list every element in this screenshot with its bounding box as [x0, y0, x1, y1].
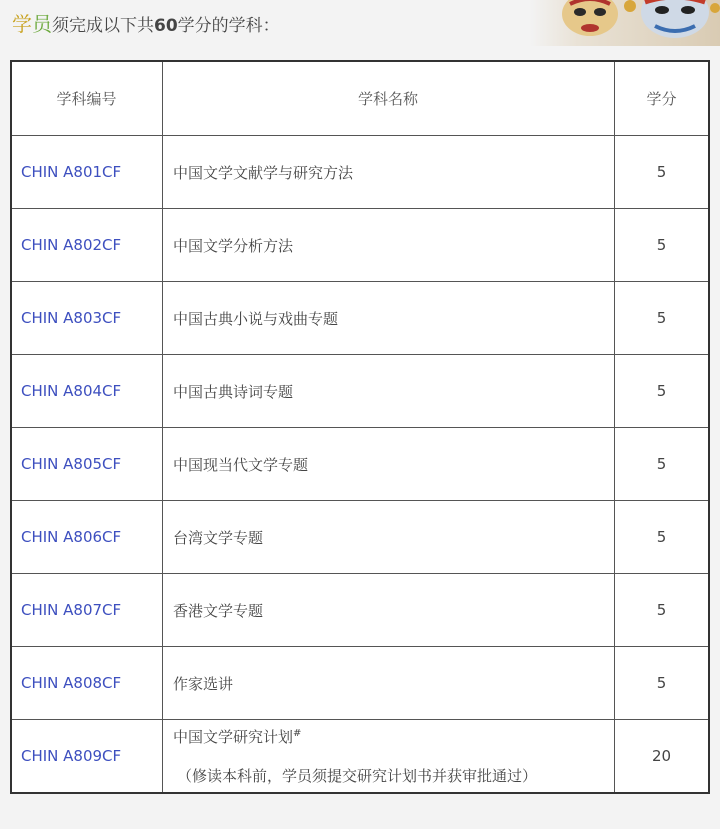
table-row — [11, 428, 709, 501]
course-name: 香港文学专题 — [163, 574, 615, 647]
course-credits: 5 — [615, 209, 710, 282]
course-name: 中国文学文献学与研究方法 — [163, 136, 615, 209]
heading-credit-total: 60 — [154, 16, 178, 36]
course-note: （修读本科前，学员须提交研究计划书并获审批通过） — [177, 767, 538, 785]
course-name: 中国现当代文学专题 — [163, 428, 615, 501]
header-course-code: 学科编号 — [11, 61, 163, 136]
course-credits: 5 — [615, 647, 710, 720]
footnote-mark: # — [293, 728, 302, 739]
course-credits: 5 — [615, 501, 710, 574]
page-heading — [12, 8, 280, 37]
course-name: 中国文学分析方法 — [163, 209, 615, 282]
course-code-link[interactable]: CHIN A809CF — [11, 720, 163, 794]
masks-illustration-icon — [530, 0, 720, 46]
course-code-link[interactable]: CHIN A806CF — [11, 501, 163, 574]
course-name: 作家选讲 — [163, 647, 615, 720]
course-name: 中国古典诗词专题 — [163, 355, 615, 428]
table-row — [11, 136, 709, 209]
table-row — [11, 355, 709, 428]
heading-text-post: 学分的学科： — [177, 16, 280, 36]
course-code-link[interactable]: CHIN A802CF — [11, 209, 163, 282]
course-code-link[interactable]: CHIN A804CF — [11, 355, 163, 428]
header-course-name: 学科名称 — [163, 61, 615, 136]
course-credits: 5 — [615, 282, 710, 355]
course-credits: 5 — [615, 136, 710, 209]
table-row — [11, 282, 709, 355]
table-row — [11, 501, 709, 574]
course-name: 中国文学研究计划 — [173, 728, 294, 746]
course-credits: 5 — [615, 574, 710, 647]
course-name: 中国古典小说与戏曲专题 — [163, 282, 615, 355]
heading-char-yuan: 员 — [32, 12, 52, 36]
course-credits: 5 — [615, 428, 710, 501]
course-code-link[interactable]: CHIN A808CF — [11, 647, 163, 720]
table-row — [11, 647, 709, 720]
course-code-link[interactable]: CHIN A805CF — [11, 428, 163, 501]
table-row — [11, 209, 709, 282]
course-table — [10, 60, 710, 794]
course-code-link[interactable]: CHIN A807CF — [11, 574, 163, 647]
course-name: 台湾文学专题 — [163, 501, 615, 574]
table-header-row — [11, 61, 709, 136]
course-credits: 20 — [615, 720, 710, 794]
heading-text-pre: 须完成以下共 — [52, 16, 154, 36]
course-code-link[interactable]: CHIN A803CF — [11, 282, 163, 355]
decorative-masks-image — [530, 0, 720, 46]
course-code-link[interactable]: CHIN A801CF — [11, 136, 163, 209]
course-credits: 5 — [615, 355, 710, 428]
course-name-with-note — [163, 720, 615, 794]
table-row — [11, 574, 709, 647]
header-credits: 学分 — [615, 61, 710, 136]
table-row — [11, 720, 709, 794]
heading-char-xue: 学 — [12, 12, 32, 36]
